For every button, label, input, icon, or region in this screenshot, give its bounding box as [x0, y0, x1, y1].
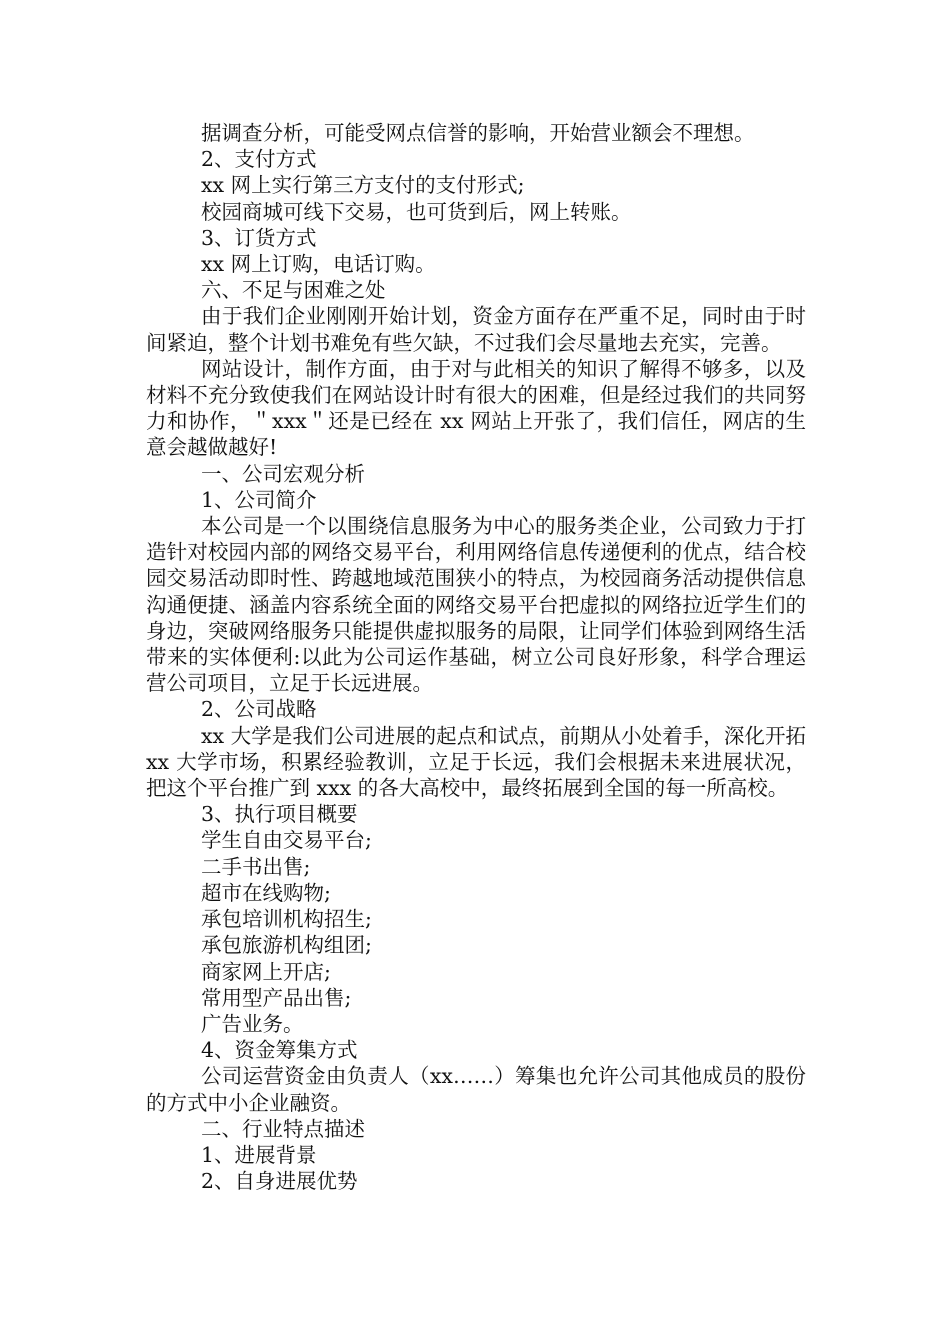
- paragraph-third-party-payment: xx 网上实行第三方支付的支付形式;: [201, 173, 525, 198]
- heading-company-macro-analysis: 一、公司宏观分析: [201, 461, 365, 486]
- paragraph-revenue-note: 据调查分析，可能受网点信誉的影响，开始营业额会不理想。: [201, 121, 755, 145]
- heading-company-profile: 1、公司简介: [201, 487, 317, 512]
- paragraph-company-profile: 本公司是一个以围绕信息服务为中心的服务类企业，公司致力于打造针对校园内部的网络交易平台，利用网络信息传递便利的优点，结合校园交易活动即时性、跨越地域范围狭小的特点，为校园商务活动提供信息沟通便捷、涵盖内容系统全面的网络交易平台把虚拟的网络拉近学生们的身边，突破网络服务只能提供虚拟服务的局限，让同学们体验到网络生活带来的实体便利:以此为公司运作基础，树立公司良好形象，科学合理运营公司项目，立足于长远进展。: [146, 514, 806, 696]
- paragraph-offline-trade: 校园商城可线下交易，也可货到后，网上转账。: [201, 199, 632, 224]
- heading-company-strategy: 2、公司战略: [201, 697, 317, 722]
- list-item-travel-groups: 承包旅游机构组团;: [201, 933, 372, 958]
- list-item-merchant-shops: 商家网上开店;: [201, 959, 331, 984]
- heading-ordering-method: 3、订货方式: [201, 225, 317, 250]
- list-item-supermarket: 超市在线购物;: [201, 880, 331, 905]
- paragraph-funding-shortage: 由于我们企业刚刚开始计划，资金方面存在严重不足，同时由于时间紧迫，整个计划书难免有些欠缺，不过我们会尽量地去充实，完善。: [146, 304, 806, 355]
- heading-industry-features: 二、行业特点描述: [201, 1116, 365, 1141]
- paragraph-website-design: 网站设计，制作方面，由于对与此相关的知识了解得不够多，以及材料不充分致使我们在网站设计时有很大的困难，但是经过我们的共同努力和协作，＂xxx＂还是已经在 xx 网站上开张了，我们信任，网店的生意会越做越好!: [146, 356, 806, 460]
- document-page: [146, 120, 806, 1194]
- list-item-used-books: 二手书出售;: [201, 854, 311, 879]
- paragraph-company-strategy: xx 大学是我们公司进展的起点和试点，前期从小处着手，深化开拓 xx 大学市场，积累经验教训，立足于长远，我们会根据未来进展状况，把这个平台推广到 xxx 的各大高校中，最终拓展到全国的每一所高校。: [146, 723, 806, 801]
- heading-payment-method: 2、支付方式: [201, 147, 317, 172]
- heading-development-background: 1、进展背景: [201, 1142, 317, 1167]
- paragraph-online-ordering: xx 网上订购，电话订购。: [201, 252, 436, 277]
- list-item-training-enrollment: 承包培训机构招生;: [201, 907, 372, 932]
- heading-own-advantages: 2、自身进展优势: [201, 1169, 358, 1194]
- heading-fundraising: 4、资金筹集方式: [201, 1038, 358, 1063]
- paragraph-fundraising: 公司运营资金由负责人（xx……）筹集也允许公司其他成员的股份的方式中小企业融资。: [146, 1064, 806, 1115]
- list-item-advertising: 广告业务。: [201, 1011, 304, 1036]
- heading-project-overview: 3、执行项目概要: [201, 802, 358, 827]
- list-item-trading-platform: 学生自由交易平台;: [201, 828, 372, 853]
- list-item-common-products: 常用型产品出售;: [201, 985, 352, 1010]
- heading-shortcomings: 六、不足与困难之处: [201, 278, 386, 303]
